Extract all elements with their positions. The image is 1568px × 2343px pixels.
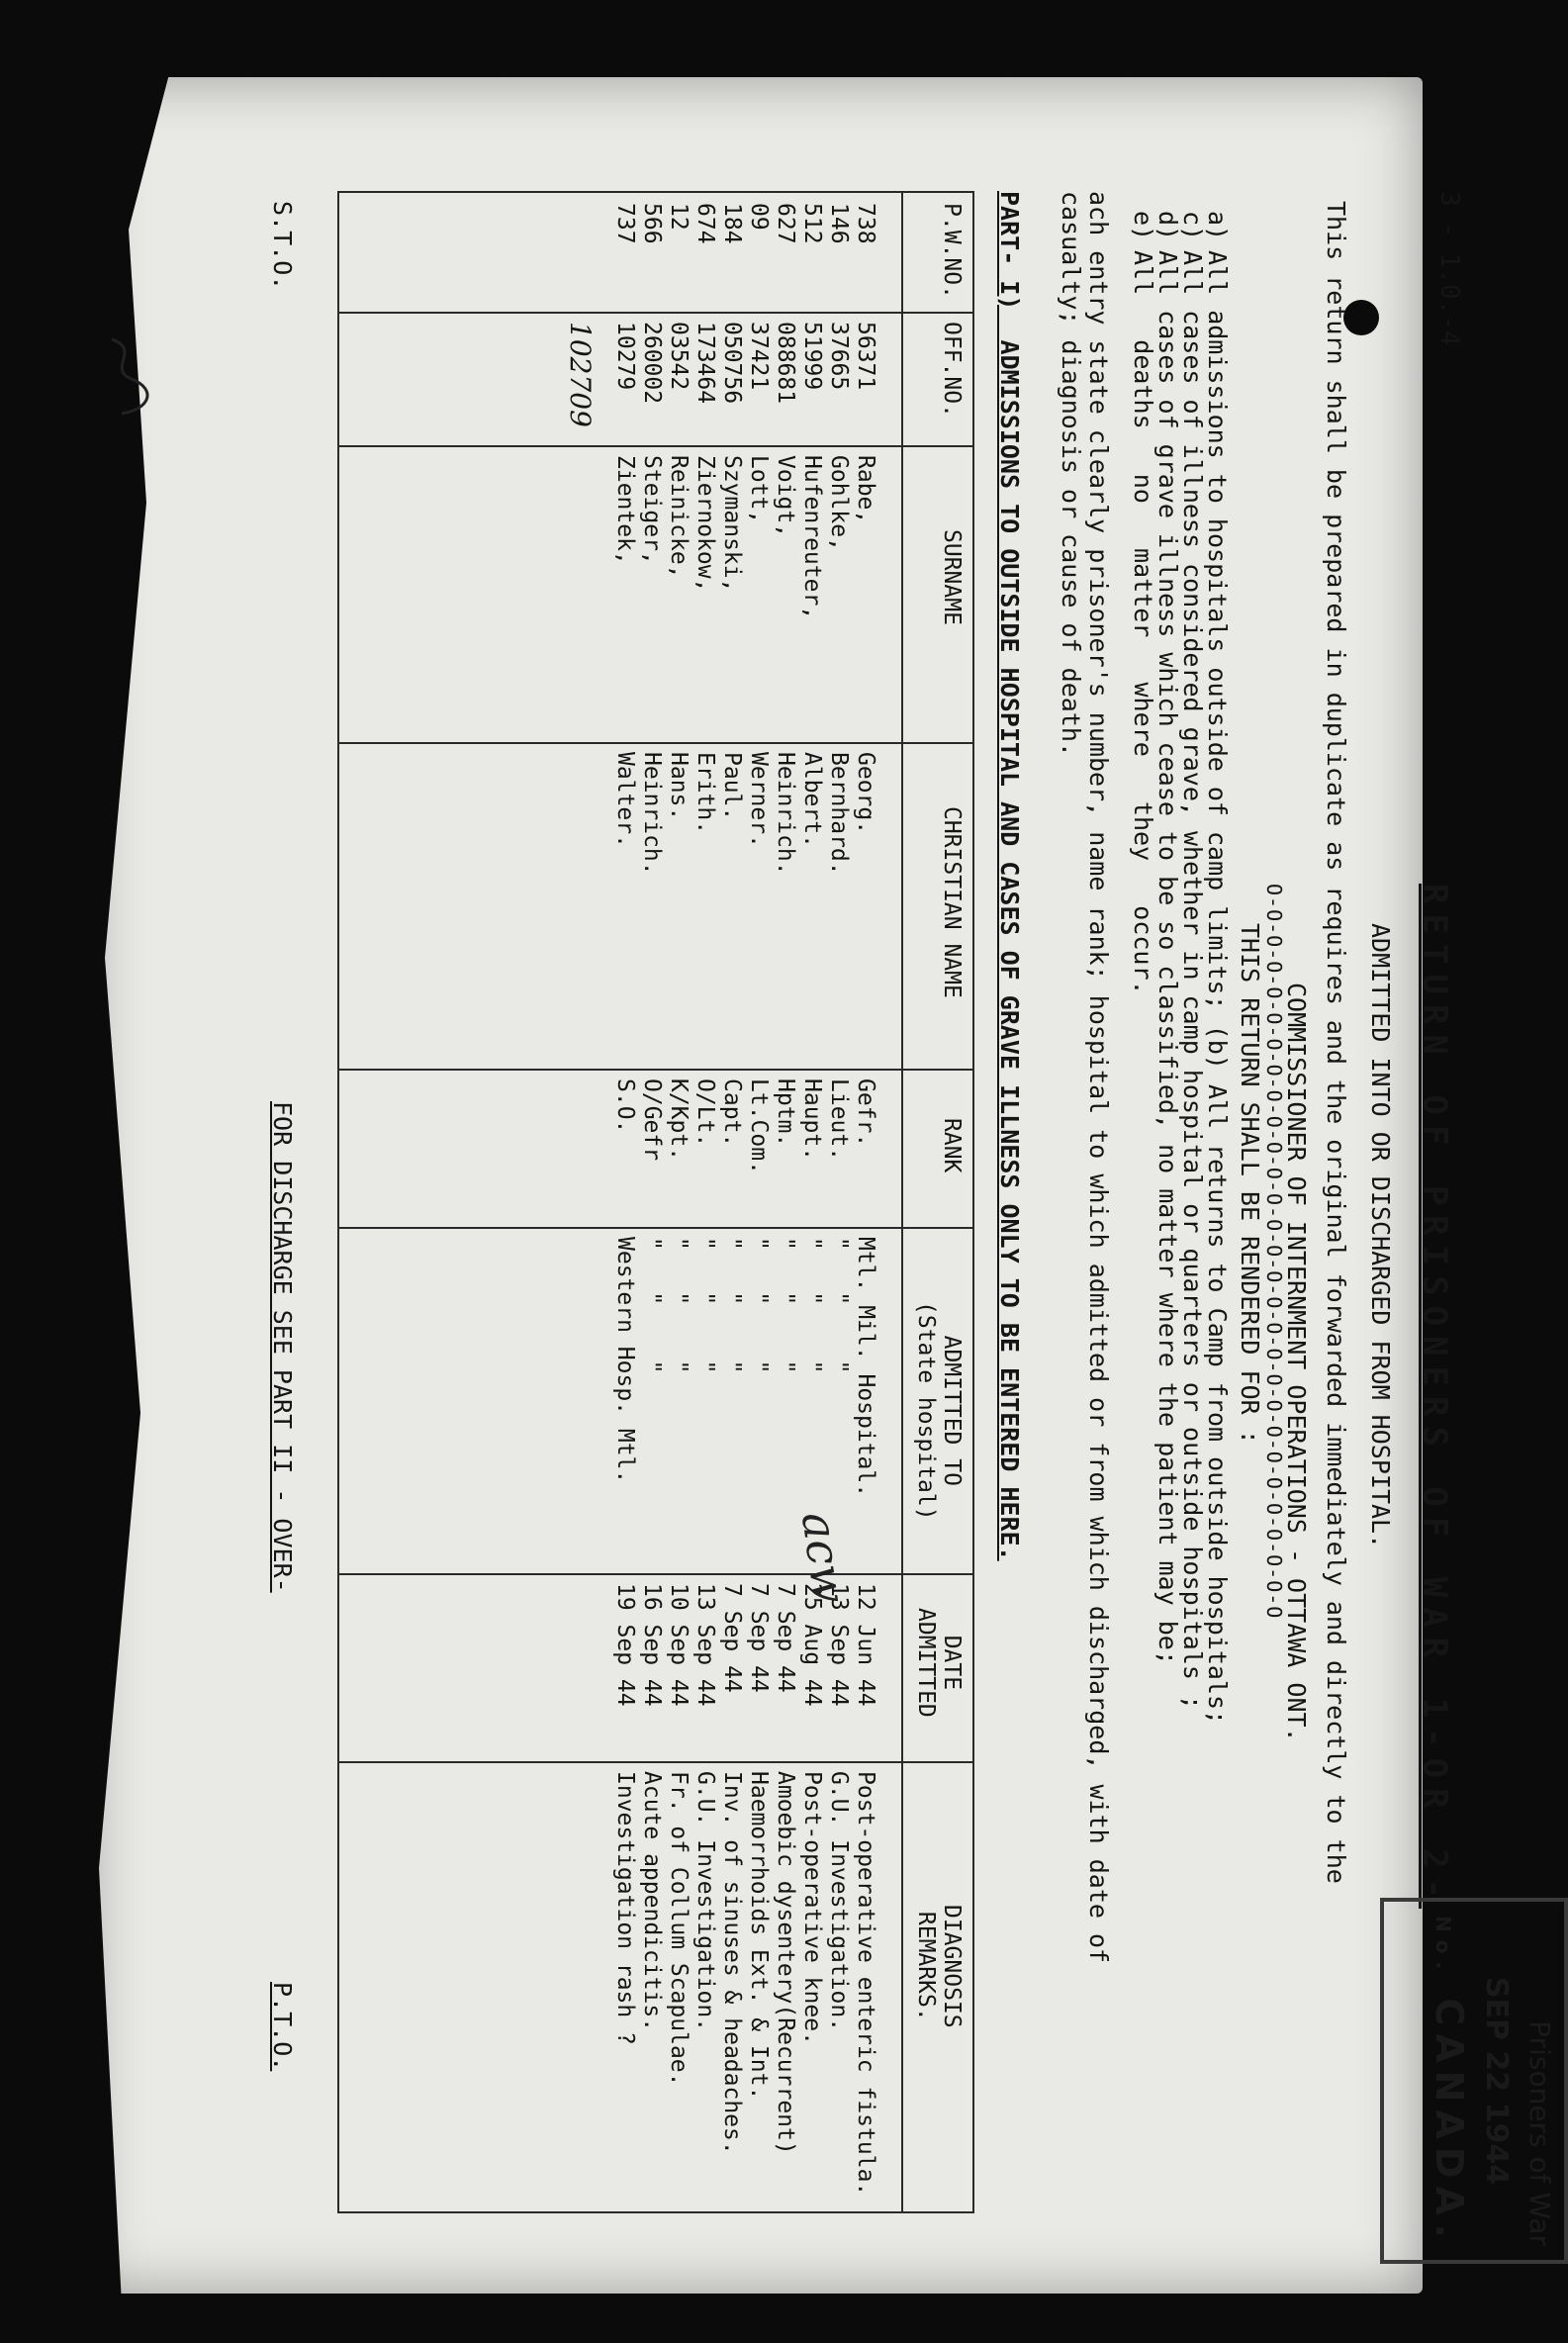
table-row: [798, 193, 825, 2211]
cell-rank: Lt.Com.: [746, 1078, 772, 1174]
cell-off-no: 10279: [612, 322, 638, 391]
cell-off-no: 03542: [666, 322, 692, 391]
document-title: RETURN OF PRISONERS OF WAR 1-OR 2-: [1415, 884, 1454, 1909]
header-surname: SURNAME: [939, 529, 965, 625]
cell-christian: Werner.: [746, 752, 772, 848]
header-admitted-to: ADMITTED TO (State hospital): [913, 1301, 965, 1521]
cell-off-no: 173464: [692, 322, 718, 405]
criterion-d: d)All cases of grave illness which cease to be so classified, no matter where the patient may be;: [1153, 211, 1182, 1665]
cell-diagnosis: Amoebic dysentery(Recurrent): [773, 1771, 798, 2155]
document-subtitle: ADMITTED INTO OR DISCHARGED FROM HOSPITAL.: [1366, 923, 1395, 1549]
criterion-e: e)All deaths no matter where they occur.: [1129, 211, 1157, 995]
sto-label: S.T.O.: [268, 201, 297, 291]
cell-date: 7 Sep 44: [746, 1583, 772, 1693]
cell-date: 16 Sep 44: [639, 1583, 665, 1707]
header-pw-no: P.W.NO.: [939, 203, 965, 299]
document-paper: [87, 77, 1556, 2294]
stamp-country: No. CANADA.: [1428, 1916, 1471, 2246]
pto-label: P.T.O.: [268, 1982, 297, 2072]
cell-admitted-to: " " ": [773, 1237, 798, 1374]
render-heading: THIS RETURN SHALL BE RENDERED FOR :: [1236, 923, 1264, 1445]
cell-surname: Voigt,: [773, 455, 798, 538]
header-rank: RANK: [939, 1118, 965, 1173]
handwritten-signature: acw: [790, 1508, 858, 1607]
cell-surname: Hufenreuter,: [799, 455, 825, 620]
cell-diagnosis: G.U. Investigation.: [692, 1771, 718, 2032]
cell-no: 184: [719, 203, 745, 244]
cell-date: 7 Sep 44: [719, 1583, 745, 1693]
cell-christian: Heinrich.: [773, 752, 798, 876]
cell-rank: Haupt.: [799, 1078, 825, 1162]
cell-admitted-to: " " ": [799, 1237, 825, 1374]
cell-date: 12 Jun 44: [853, 1583, 878, 1707]
cell-surname: Zientek,: [612, 455, 638, 565]
stamp-date: SEP 22 1944: [1479, 1976, 1514, 2186]
cell-christian: Heinrich.: [639, 752, 665, 876]
cell-admitted-to: " " ": [826, 1237, 852, 1374]
cell-rank: K/Kpt.: [666, 1078, 692, 1162]
handwritten-number: 102709: [564, 322, 597, 427]
cell-diagnosis: G.U. Investigation.: [826, 1771, 852, 2032]
cell-diagnosis: Investigation rash ?: [612, 1771, 638, 2045]
cell-christian: Walter.: [612, 752, 638, 848]
cell-diagnosis: Fr. of Collum Scapulae.: [666, 1771, 692, 2087]
header-rule: [901, 193, 903, 2211]
instruction-text: This return shall be prepared in duplicate as requires and the original forwarded immediately and directly to the: [1322, 201, 1350, 1884]
divider-dashes: O-O-O-O-O-O-O-O-O-O-O-O-O-O-O-O-O-O-O-O-O-O-O-O-O-O-O-O-O: [1262, 884, 1286, 1620]
cell-off-no: 260002: [639, 322, 665, 405]
cell-date: 10 Sep 44: [666, 1583, 692, 1707]
cell-date: 7 Sep 44: [773, 1583, 798, 1693]
header-christian-name: CHRISTIAN NAME: [939, 806, 965, 998]
cell-date: 13 Sep 44: [826, 1583, 852, 1707]
cell-surname: Gohlke,: [826, 455, 852, 551]
cell-diagnosis: Acute appendicitis.: [639, 1771, 665, 2032]
stamp-line1: Prisoners of War: [1523, 2020, 1556, 2246]
cell-no: 12: [666, 203, 692, 231]
entry-note-1: ach entry state clearly prisoner's number, name rank; hospital to which admitted or from which discharged, with date of: [1084, 191, 1113, 1964]
cell-diagnosis: Post-operative enteric fistula.: [853, 1771, 878, 2197]
cell-christian: Paul.: [719, 752, 745, 821]
cell-rank: Capt.: [719, 1078, 745, 1148]
cell-off-no: 37665: [826, 322, 852, 391]
table-row: [852, 193, 878, 2211]
commissioner-line: COMMISSIONER OF INTERNMENT OPERATIONS - OTTAWA ONT.: [1282, 983, 1311, 1742]
cell-surname: Szymanski,: [719, 455, 745, 593]
table-row: [745, 193, 772, 2211]
received-stamp: [1380, 1898, 1568, 2264]
cell-off-no: 37421: [746, 322, 772, 391]
cell-rank: O/Gefr: [639, 1078, 665, 1162]
cell-off-no: 050756: [719, 322, 745, 405]
cell-diagnosis: Haemorrhoids Ext. & Int.: [746, 1771, 772, 2101]
cell-no: 674: [692, 203, 718, 244]
cell-surname: Ziernokow,: [692, 455, 718, 593]
table-row: [692, 193, 718, 2211]
cell-diagnosis: Post-operative knee.: [799, 1771, 825, 2045]
discharge-footer: FOR DISCHARGE SEE PART II - OVER-: [268, 1101, 297, 1593]
cell-admitted-to: Mtl. Mil. Hospital.: [853, 1237, 878, 1498]
pen-scribble-icon: [102, 329, 161, 419]
cell-date: 13 Sep 44: [692, 1583, 718, 1707]
cell-admitted-to: " " ": [639, 1237, 665, 1374]
table-body: [611, 193, 878, 2211]
cell-no: 566: [639, 203, 665, 244]
table-row: [718, 193, 745, 2211]
criterion-a: a)All admissions to hospitals outside of camp limits; (b) All returns to Camp from outside hospitals;: [1203, 211, 1232, 1726]
cell-christian: Bernhard.: [826, 752, 852, 876]
header-diagnosis: DIAGNOSIS REMARKS.: [913, 1905, 965, 2028]
cell-christian: Erith.: [692, 752, 718, 835]
cell-admitted-to: " " ": [746, 1237, 772, 1374]
table-row: [665, 193, 692, 2211]
rotated-document: [198, 171, 1556, 2298]
cell-off-no: 56371: [853, 322, 878, 391]
cell-no: 627: [773, 203, 798, 244]
cell-rank: O/Lt.: [692, 1078, 718, 1148]
form-number: 3 - 1.0.-4: [1434, 191, 1464, 346]
cell-rank: Gefr.: [853, 1078, 878, 1148]
cell-christian: Albert.: [799, 752, 825, 848]
cell-no: 738: [853, 203, 878, 244]
cell-christian: Hans.: [666, 752, 692, 821]
cell-rank: Hptm.: [773, 1078, 798, 1148]
cell-off-no: 088681: [773, 322, 798, 405]
cell-date: 19 Sep 44: [612, 1583, 638, 1707]
cell-rank: Lieut.: [826, 1078, 852, 1162]
cell-admitted-to: " " ": [666, 1237, 692, 1374]
admissions-table: [337, 191, 974, 2213]
header-off-no: OFF.NO.: [939, 322, 965, 418]
table-row: [825, 193, 852, 2211]
header-date: DATE ADMITTED: [913, 1608, 965, 1718]
cell-no: 09: [746, 203, 772, 231]
cell-surname: Rabe,: [853, 455, 878, 524]
cell-rank: S.O.: [612, 1078, 638, 1134]
cell-admitted-to: " " ": [719, 1237, 745, 1374]
table-row: [638, 193, 665, 2211]
part-heading: PART- I) ADMISSIONS TO OUTSIDE HOSPITAL AND CASES OF GRAVE ILLNESS ONLY TO BE ENTERED HERE.: [995, 191, 1024, 1561]
cell-surname: Reinicke,: [666, 455, 692, 579]
cell-no: 512: [799, 203, 825, 244]
table-row: [772, 193, 798, 2211]
cell-diagnosis: Inv. of sinuses & headaches.: [719, 1771, 745, 2155]
cell-admitted-to: Western Hosp. Mtl.: [612, 1237, 638, 1484]
cell-admitted-to: " " ": [692, 1237, 718, 1374]
cell-no: 737: [612, 203, 638, 244]
entry-note-2: casualty; diagnosis or cause of death.: [1057, 191, 1085, 757]
cell-off-no: 51999: [799, 322, 825, 391]
table-row: [611, 193, 638, 2211]
cell-date: 25 Aug 44: [799, 1583, 825, 1707]
cell-surname: Lott,: [746, 455, 772, 524]
cell-surname: Steiger,: [639, 455, 665, 565]
cell-no: 146: [826, 203, 852, 244]
criterion-c: c)All cases of illness considered grave, whether in camp hospital or quarters or outside hospitals ;: [1178, 211, 1207, 1711]
cell-christian: Georg.: [853, 752, 878, 835]
